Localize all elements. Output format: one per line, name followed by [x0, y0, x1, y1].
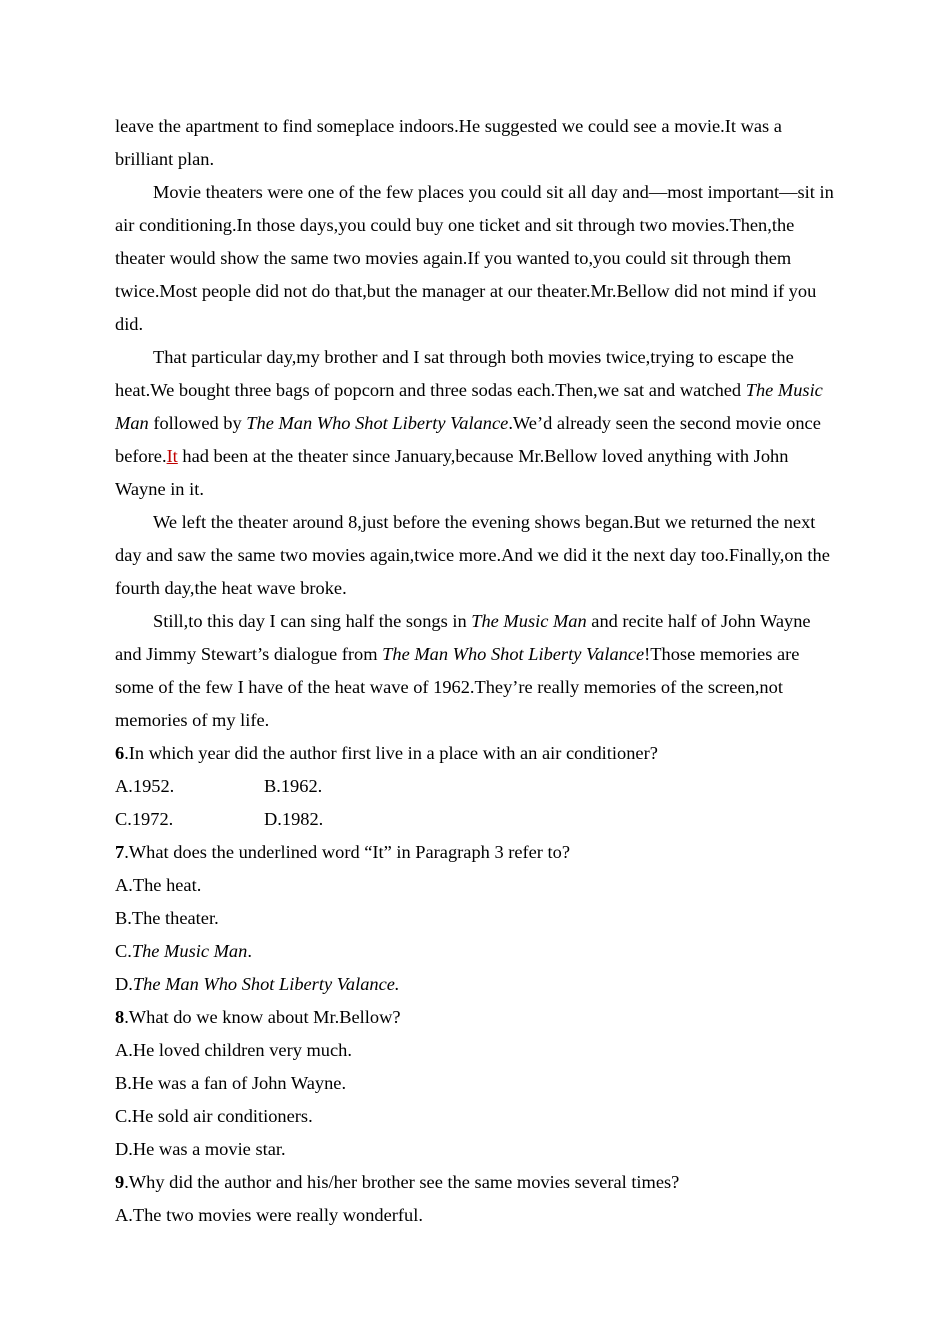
paragraph-continued — [115, 110, 837, 176]
document-body — [115, 110, 837, 1232]
paragraph-3 — [115, 341, 837, 506]
question-8 — [115, 1001, 837, 1034]
option-letter: C. — [115, 941, 132, 961]
paragraph-text: !Those memories are some of the few I have of the heat wave of 1962.They’re really memories of the screen,not memories of my life. — [115, 644, 800, 730]
question-number: 6 — [115, 743, 125, 763]
question-text: .In which year did the author first live in a place with an air conditioner? — [124, 743, 658, 763]
question-number: 9 — [115, 1172, 125, 1192]
option-b: B.He was a fan of John Wayne. — [115, 1073, 347, 1093]
option-d: D.He was a movie star. — [115, 1139, 286, 1159]
movie-title-liberty-valance: The Man Who Shot Liberty Valance — [382, 644, 645, 664]
option-b: B.1962. — [264, 776, 323, 796]
paragraph-text: leave the apartment to find someplace indoors.He suggested we could see a movie.It was a brilliant plan. — [115, 116, 782, 169]
paragraph-4 — [115, 506, 837, 605]
movie-title-music-man: The Music Man — [471, 611, 587, 631]
option-text: The Music Man — [131, 941, 248, 961]
option-text: The Man Who Shot Liberty Valance. — [132, 974, 400, 994]
paragraph-2 — [115, 176, 837, 341]
option-a: A.The two movies were really wonderful. — [115, 1205, 423, 1225]
paragraph-text: .We’d already seen the second movie once before. — [115, 413, 821, 466]
paragraph-text: Movie theaters were one of the few places you could sit all day and—most important—sit in air conditioning.In those days,you could buy one ticket and sit through two movies.Then,the theater would show the same two movies again.If you wanted to,you could sit through them twice.Most people did not do that,but the manager at our theater.Mr.Bellow did not mind if you did. — [115, 182, 834, 334]
paragraph-text: and recite half of John Wayne and Jimmy Stewart’s dialogue from — [115, 611, 811, 664]
paragraph-5 — [115, 605, 837, 737]
options-row — [115, 770, 837, 803]
question-7 — [115, 836, 837, 869]
option-a: A.1952. — [115, 776, 175, 796]
options-row — [115, 803, 837, 836]
option-d — [115, 968, 837, 1001]
option-c — [115, 935, 837, 968]
underlined-word: It — [166, 446, 178, 466]
paragraph-text: followed by — [148, 413, 247, 433]
movie-title-liberty-valance: The Man Who Shot Liberty Valance — [246, 413, 509, 433]
option-d: D.1982. — [264, 809, 324, 829]
paragraph-text: We left the theater around 8,just before the evening shows began.But we returned the next day and saw the same two movies again,twice more.And we did it the next day too.Finally,on the fourth day,the heat wave broke. — [115, 512, 830, 598]
question-text: .What do we know about Mr.Bellow? — [124, 1007, 401, 1027]
option-a: A.The heat. — [115, 875, 202, 895]
paragraph-text: had been at the theater since January,because Mr.Bellow loved anything with John Wayne in it. — [115, 446, 789, 499]
question-number: 7 — [115, 842, 125, 862]
option-a: A.He loved children very much. — [115, 1040, 352, 1060]
question-text: .Why did the author and his/her brother see the same movies several times? — [124, 1172, 680, 1192]
paragraph-text: Still,to this day I can sing half the songs in — [153, 611, 472, 631]
paragraph-text: That particular day,my brother and I sat through both movies twice,trying to escape the heat.We bought three bags of popcorn and three sodas each.Then,we sat and watched — [115, 347, 794, 400]
movie-title-music-man: The Music Man — [115, 380, 823, 433]
question-text: .What does the underlined word “It” in Paragraph 3 refer to? — [124, 842, 570, 862]
option-punct: . — [247, 941, 252, 961]
question-number: 8 — [115, 1007, 125, 1027]
option-c: C.1972. — [115, 809, 174, 829]
option-b: B.The theater. — [115, 908, 219, 928]
question-9 — [115, 1166, 837, 1199]
option-letter: D. — [115, 974, 133, 994]
option-c: C.He sold air conditioners. — [115, 1106, 313, 1126]
question-6 — [115, 737, 837, 770]
